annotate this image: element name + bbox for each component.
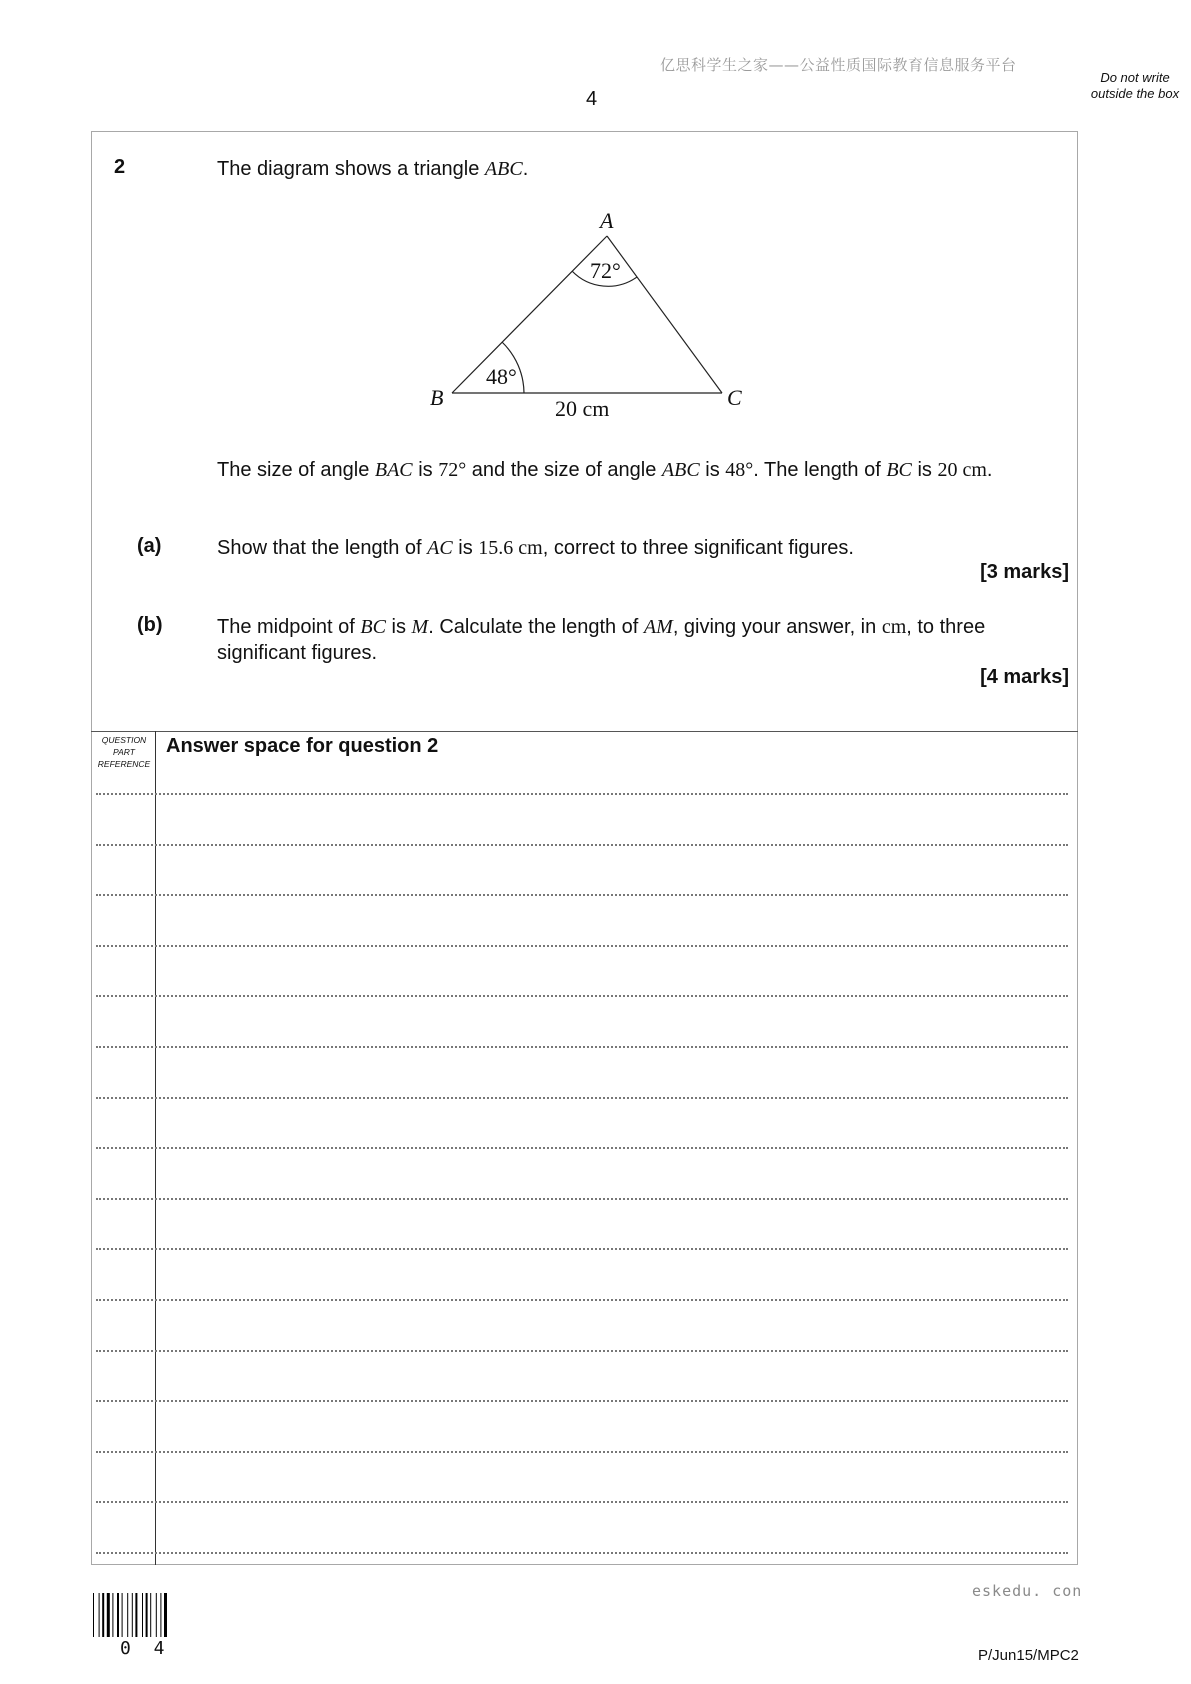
barcode-bar: [112, 1593, 113, 1637]
part-b-label: (b): [137, 614, 163, 636]
answer-line[interactable]: [96, 1552, 1068, 1554]
question-intro: The diagram shows a triangle ABC.: [217, 158, 529, 180]
vertex-b-label: B: [430, 385, 444, 410]
answer-line[interactable]: [96, 1198, 1068, 1200]
barcode-bar: [135, 1593, 137, 1637]
barcode-bar: [160, 1593, 161, 1637]
part-a-text: Show that the length of AC is 15.6 cm, correct to three significant figures.: [217, 537, 854, 559]
part-a-marks: [3 marks]: [980, 561, 1069, 583]
answer-line[interactable]: [96, 793, 1068, 795]
barcode-bar: [93, 1593, 94, 1637]
question-description: The size of angle BAC is 72° and the size of angle ABC is 48°. The length of BC is 20 cm.: [217, 459, 993, 481]
barcode-bar: [107, 1593, 110, 1637]
barcode-digits: 0 4: [120, 1638, 171, 1659]
answer-line[interactable]: [96, 1501, 1068, 1503]
question-part-reference-header: QUESTION PART REFERENCE: [97, 735, 151, 769]
answer-line[interactable]: [96, 1350, 1068, 1352]
answer-line[interactable]: [96, 945, 1068, 947]
side-ab: [452, 236, 607, 393]
answer-line[interactable]: [96, 1147, 1068, 1149]
answer-line[interactable]: [96, 844, 1068, 846]
barcode-bar: [132, 1593, 133, 1637]
answer-line[interactable]: [96, 1046, 1068, 1048]
side-ac: [607, 236, 722, 393]
side-bc-label: 20 cm: [555, 396, 610, 420]
barcode-bar: [99, 1593, 100, 1637]
answer-space-title: Answer space for question 2: [166, 735, 439, 757]
angle-a-label: 72°: [590, 258, 621, 283]
answer-line[interactable]: [96, 1097, 1068, 1099]
barcode-bar: [122, 1593, 123, 1637]
barcode-bar: [164, 1593, 167, 1637]
barcode-bar: [146, 1593, 148, 1637]
vertex-a-label: A: [600, 208, 614, 233]
page-number: 4: [586, 88, 598, 110]
answer-line[interactable]: [96, 1248, 1068, 1250]
answer-line[interactable]: [96, 894, 1068, 896]
part-a-label: (a): [137, 535, 162, 557]
header-watermark: 亿思科学生之家——公益性质国际教育信息服务平台: [660, 56, 1017, 74]
vertex-c-label: C: [727, 385, 742, 410]
barcode-bar: [127, 1593, 128, 1637]
paper-code: P/Jun15/MPC2: [978, 1647, 1079, 1664]
answer-space-divider: [91, 731, 1078, 732]
barcode-bar: [150, 1593, 151, 1637]
angle-b-label: 48°: [486, 364, 517, 389]
answer-line[interactable]: [96, 1400, 1068, 1402]
footer-watermark: eskedu. con: [972, 1582, 1083, 1600]
barcode-bar: [142, 1593, 143, 1637]
barcode-bar: [102, 1593, 104, 1637]
part-b-marks: [4 marks]: [980, 666, 1069, 688]
answer-line[interactable]: [96, 995, 1068, 997]
margin-note: Do not write outside the box: [1090, 70, 1180, 101]
barcode-bar: [117, 1593, 119, 1637]
answer-lines: [96, 793, 1068, 1603]
part-b-text: The midpoint of BC is M. Calculate the length of AM, giving your answer, in cm, to three significant figures.: [217, 616, 986, 664]
barcode: [93, 1593, 197, 1637]
triangle-diagram: [420, 200, 750, 420]
answer-line[interactable]: [96, 1299, 1068, 1301]
answer-line[interactable]: [96, 1451, 1068, 1453]
barcode-bar: [156, 1593, 157, 1637]
question-number: 2: [114, 156, 126, 178]
